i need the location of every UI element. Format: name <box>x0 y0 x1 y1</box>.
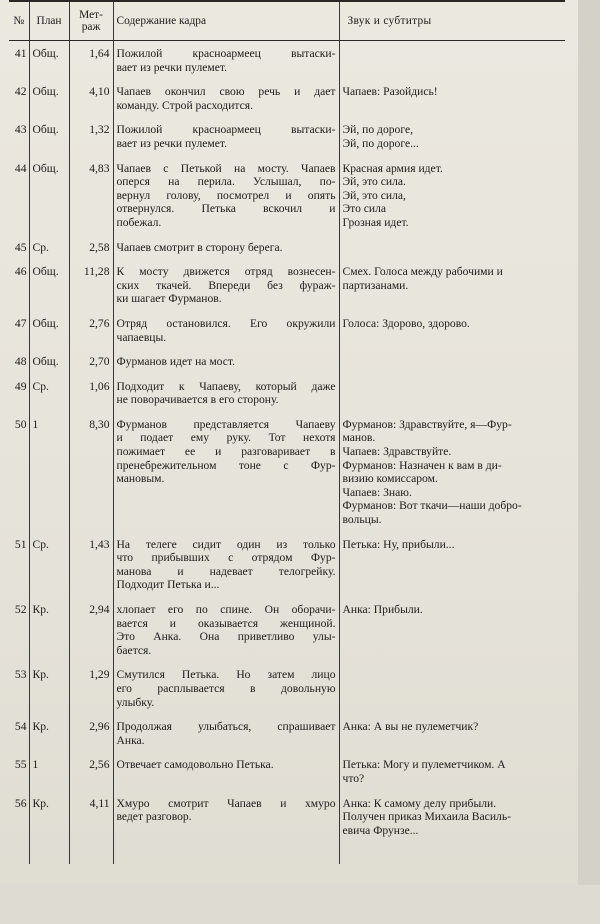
description-line: оперся на перила. Услышал, по- <box>116 175 336 189</box>
shot-length: 2,56 <box>69 752 113 790</box>
description-line: вернул голову, посмотрел и опять <box>116 188 336 202</box>
shot-plan: Ср. <box>29 532 69 597</box>
sound-line: Чапаев: Разойдись! <box>342 85 438 99</box>
table-row <box>9 79 565 117</box>
shot-number: 53 <box>14 668 27 682</box>
shot-number: 49 <box>14 379 27 393</box>
shot-sound <box>339 235 565 260</box>
shot-sound <box>339 156 565 235</box>
sound-line: Голоса: Здорово, здорово. <box>342 316 470 330</box>
header-num: № <box>9 1 29 41</box>
shot-plan: Общ. <box>29 156 69 235</box>
shot-sound <box>339 412 565 532</box>
shot-plan: Общ. <box>29 117 69 155</box>
header-row <box>9 1 565 41</box>
shot-description <box>113 156 339 235</box>
shot-sound <box>339 117 565 155</box>
shot-length: 2,94 <box>69 597 113 662</box>
description-line: Продолжая улыбаться, спрашивает <box>116 720 336 734</box>
table-row <box>9 791 565 864</box>
sound-line: Анка: Прибыли. <box>342 603 423 616</box>
shot-length: 2,58 <box>69 235 113 260</box>
description-line: Смутился Петька. Но затем лицо <box>116 668 336 682</box>
description-line: команду. Строй расходится. <box>116 98 253 112</box>
sound-line: визию комиссаром. <box>342 472 438 486</box>
description-line: бается. <box>116 643 152 657</box>
table-row <box>9 156 565 235</box>
table-row <box>9 235 565 260</box>
description-line: Отряд остановился. Его окружили <box>116 316 336 330</box>
description-line: манова и надевает телогрейку. <box>116 564 336 578</box>
shot-plan: Общ. <box>29 259 69 311</box>
shot-number: 55 <box>14 758 27 772</box>
description-line: Хмуро смотрит Чапаев и хмуро <box>116 796 336 810</box>
header-plan: План <box>29 1 69 41</box>
shot-number: 54 <box>14 720 27 734</box>
sound-line: Эй, по дороге... <box>342 136 419 150</box>
shot-length: 2,76 <box>69 311 113 349</box>
shot-list-table <box>9 0 565 864</box>
shot-sound <box>339 259 565 311</box>
description-line: пожимает ее и разговаривает в <box>116 445 336 459</box>
sound-line: что? <box>342 771 365 785</box>
description-line: ских ткачей. Впереди без фураж- <box>116 278 336 292</box>
description-line: ведет разговор. <box>116 810 192 824</box>
shot-length: 4,11 <box>69 791 113 864</box>
sound-line: вольцы. <box>342 513 382 527</box>
shot-description <box>113 412 339 532</box>
description-line: улыбку. <box>116 695 155 709</box>
description-line: пренебрежительном тоне с Фур- <box>116 458 336 472</box>
table-row <box>9 374 565 412</box>
sound-line: евича Фрунзе... <box>342 823 419 837</box>
sound-line: Эй, это сила. <box>342 175 406 189</box>
shot-plan: 1 <box>29 752 69 790</box>
header-length-top: Мет- <box>79 9 103 21</box>
shot-number: 56 <box>14 796 27 810</box>
description-line: Подходит Петька и... <box>116 578 220 592</box>
shot-number: 48 <box>14 355 27 369</box>
shot-number: 50 <box>14 417 27 431</box>
description-line: Чапаев смотрит в сторону берега. <box>116 240 283 254</box>
shot-description <box>113 235 339 260</box>
shot-number: 52 <box>14 603 27 616</box>
sound-line: Фурманов: Здравствуйте, я—Фур- <box>342 417 512 431</box>
shot-number: 46 <box>14 265 27 279</box>
description-line: Это Анка. Она приветливо улы- <box>116 630 336 644</box>
table-row <box>9 412 565 532</box>
table-row <box>9 349 565 374</box>
sound-line: Это сила <box>342 202 387 216</box>
shot-sound <box>339 532 565 597</box>
shot-description <box>113 79 339 117</box>
header-length <box>69 1 113 41</box>
shot-plan: Кр. <box>29 597 69 662</box>
description-line: Чапаев окончил свою речь и дает <box>116 85 336 99</box>
sound-line: Фурманов: Назначен к вам в ди- <box>342 458 502 472</box>
description-line: и подает ему руку. Тот нехотя <box>116 431 336 445</box>
shot-length: 1,06 <box>69 374 113 412</box>
description-line: Подходит к Чапаеву, который даже <box>116 379 336 393</box>
table-row <box>9 117 565 155</box>
description-line: Чапаев с Петькой на мосту. Чапаев <box>116 161 336 175</box>
sound-line: Анка: А вы не пулеметчик? <box>342 720 479 734</box>
page-edge-right <box>578 0 600 924</box>
shot-description <box>113 349 339 374</box>
shot-sound <box>339 662 565 714</box>
shot-description <box>113 532 339 597</box>
shot-sound <box>339 374 565 412</box>
shot-plan: Ср. <box>29 374 69 412</box>
header-sound: Звук и субтитры <box>339 1 565 41</box>
sound-line: Чапаев: Здравствуйте. <box>342 445 452 459</box>
description-line: вается и оказывается женщиной. <box>116 616 336 630</box>
table-row <box>9 311 565 349</box>
description-line: Анка. <box>116 733 145 747</box>
table-body <box>9 41 565 864</box>
description-line: Отвечает самодовольно Петька. <box>116 758 274 772</box>
header-length-bottom: раж <box>81 21 101 33</box>
shot-sound <box>339 714 565 752</box>
shot-description <box>113 662 339 714</box>
header-description: Содержание кадра <box>113 1 339 41</box>
shot-description <box>113 714 339 752</box>
sound-line: Эй, это сила, <box>342 188 406 202</box>
table-row <box>9 752 565 790</box>
sound-line: Эй, по дороге, <box>342 123 413 137</box>
sound-line: Получен приказ Михаила Василь- <box>342 810 511 824</box>
description-line: Фурманов идет на мост. <box>116 355 235 369</box>
description-line: вает из речки пулемет. <box>116 60 227 74</box>
table-row <box>9 714 565 752</box>
description-line: Фурманов представляется Чапаеву <box>116 417 336 431</box>
description-line: что прибывших с отрядом Фур- <box>116 551 336 565</box>
shot-plan: Общ. <box>29 79 69 117</box>
sound-line: Красная армия идет. <box>342 161 443 175</box>
shot-plan: Ср. <box>29 235 69 260</box>
shot-sound <box>339 311 565 349</box>
shot-plan: 1 <box>29 412 69 532</box>
table-row <box>9 597 565 662</box>
shot-number: 43 <box>14 123 27 137</box>
shot-length: 4,83 <box>69 156 113 235</box>
sound-line: Смех. Голоса между рабочими и <box>342 265 503 279</box>
shot-number: 51 <box>14 537 27 551</box>
description-line: не поворачивается в его сторону. <box>116 393 279 407</box>
shot-description <box>113 597 339 662</box>
description-line: мановым. <box>116 472 165 486</box>
shot-sound <box>339 41 565 80</box>
description-line: вает из речки пулемет. <box>116 136 227 150</box>
shot-number: 41 <box>14 47 27 60</box>
table-row <box>9 662 565 714</box>
shot-number: 44 <box>14 161 27 175</box>
description-line: Пожилой красноармеец вытаски- <box>116 47 336 60</box>
shot-description <box>113 311 339 349</box>
shot-plan: Кр. <box>29 791 69 864</box>
description-line: отвернулся. Петька вскочил и <box>116 202 336 216</box>
shot-plan: Кр. <box>29 662 69 714</box>
description-line: хлопает его по спине. Он оборачи- <box>116 603 336 616</box>
description-line: На телеге сидит один из только <box>116 537 336 551</box>
sound-line: Фурманов: Вот ткачи—наши добро- <box>342 499 522 513</box>
shot-description <box>113 752 339 790</box>
shot-length: 4,10 <box>69 79 113 117</box>
shot-length: 11,28 <box>69 259 113 311</box>
sound-line: партизанами. <box>342 278 409 292</box>
sound-line: Грозная идет. <box>342 215 409 229</box>
shot-sound <box>339 349 565 374</box>
shot-length: 2,70 <box>69 349 113 374</box>
description-line: его расплывается в довольную <box>116 681 336 695</box>
sound-line: манов. <box>342 431 376 445</box>
shot-sound <box>339 597 565 662</box>
shot-description <box>113 259 339 311</box>
shot-number: 42 <box>14 85 27 99</box>
table-row <box>9 41 565 80</box>
shot-description <box>113 791 339 864</box>
shot-sound <box>339 752 565 790</box>
sound-line: Петька: Ну, прибыли... <box>342 537 455 551</box>
shot-number: 45 <box>14 240 27 254</box>
description-line: ки шагает Фурманов. <box>116 292 222 306</box>
shot-plan: Кр. <box>29 714 69 752</box>
shot-plan: Общ. <box>29 41 69 80</box>
shot-sound <box>339 791 565 864</box>
shot-length: 8,30 <box>69 412 113 532</box>
description-line: Пожилой красноармеец вытаски- <box>116 123 336 137</box>
shot-description <box>113 41 339 80</box>
sound-line: Анка: К самому делу прибыли. <box>342 796 497 810</box>
shot-description <box>113 117 339 155</box>
description-line: К мосту движется отряд вознесен- <box>116 265 336 279</box>
shot-length: 1,64 <box>69 41 113 80</box>
shot-description <box>113 374 339 412</box>
shot-length: 1,32 <box>69 117 113 155</box>
shot-sound <box>339 79 565 117</box>
description-line: чапаевцы. <box>116 330 167 344</box>
shot-plan: Общ. <box>29 311 69 349</box>
sound-line: Чапаев: Знаю. <box>342 485 412 499</box>
shot-length: 2,96 <box>69 714 113 752</box>
table-row <box>9 532 565 597</box>
sound-line: Петька: Могу и пулеметчиком. А <box>342 758 506 772</box>
shot-length: 1,29 <box>69 662 113 714</box>
shot-plan: Общ. <box>29 349 69 374</box>
table-row <box>9 259 565 311</box>
shot-number: 47 <box>14 316 27 330</box>
description-line: побежал. <box>116 215 162 229</box>
shot-length: 1,43 <box>69 532 113 597</box>
page-edge-bottom <box>0 885 600 924</box>
